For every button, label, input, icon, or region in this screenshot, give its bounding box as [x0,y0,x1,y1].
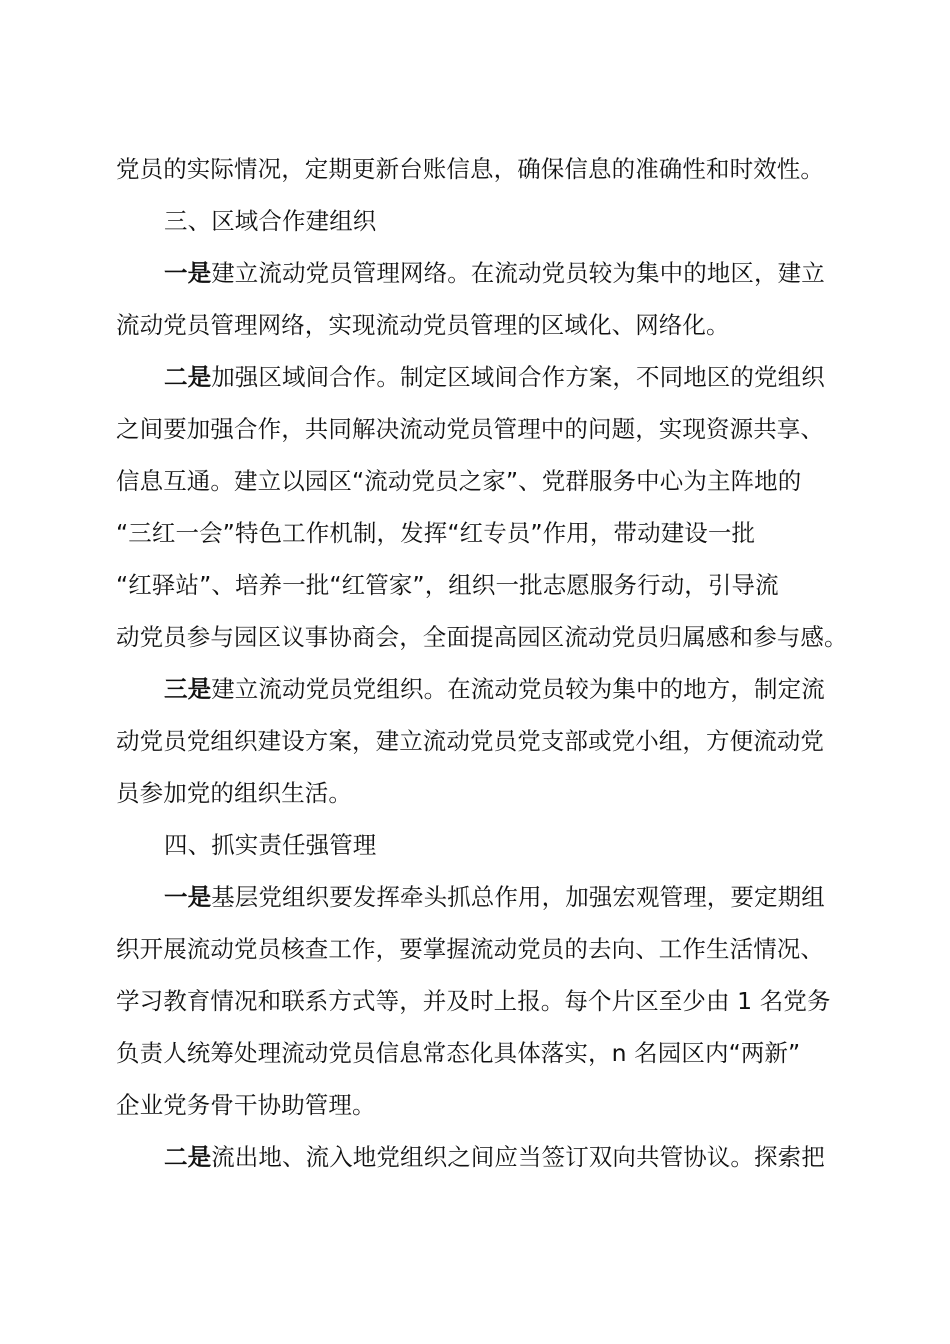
line-text: 动党员党组织建设方案，建立流动党员党支部或党小组，方便流动党 [116,727,824,755]
heading-text: 三、区域合作建组织 [164,207,377,235]
body-line [116,464,856,498]
paragraph-first-line [164,880,904,914]
lead-label: 三是 [164,675,212,703]
section-heading-3 [164,204,904,238]
line-text: 流动党员管理网络，实现流动党员管理的区域化、网络化。 [116,311,730,339]
paragraph-first-line [164,672,904,706]
line-text: 流出地、流入地党组织之间应当签订双向共管协议。探索把 [211,1143,825,1171]
lead-label: 二是 [164,1143,212,1171]
body-line [116,724,856,758]
body-line [116,1036,856,1070]
body-line [116,412,856,446]
body-line [116,308,856,342]
body-line [116,984,856,1018]
line-text: 员参加党的组织生活。 [116,779,352,807]
heading-text: 四、抓实责任强管理 [164,831,377,859]
paragraph-first-line [164,256,904,290]
line-text: 动党员参与园区议事协商会，全面提高园区流动党员归属感和参与感。 [116,623,848,651]
body-line [116,1088,856,1122]
body-line [116,152,856,186]
line-text: 建立流动党员党组织。在流动党员较为集中的地方，制定流 [211,675,825,703]
line-text: 企业党务骨干协助管理。 [116,1091,376,1119]
section-heading-4 [164,828,904,862]
line-text: “红驿站”、培养一批“红管家”，组织一批志愿服务行动，引导流 [116,571,779,599]
line-text: “三红一会”特色工作机制，发挥“红专员”作用，带动建设一批 [116,519,756,547]
paragraph-first-line [164,360,904,394]
paragraph-first-line [164,1140,904,1174]
body-line [116,516,856,550]
line-text: 之间要加强合作，共同解决流动党员管理中的问题，实现资源共享、 [116,415,824,443]
body-line [116,620,856,654]
body-line [116,932,856,966]
line-text: 学习教育情况和联系方式等，并及时上报。每个片区至少由 1 名党务 [116,987,831,1015]
line-text: 信息互通。建立以园区“流动党员之家”、党群服务中心为主阵地的 [116,467,802,495]
line-text: 织开展流动党员核查工作，要掌握流动党员的去向、工作生活情况、 [116,935,824,963]
line-text: 党员的实际情况，定期更新台账信息，确保信息的准确性和时效性。 [116,155,824,183]
lead-label: 二是 [164,363,212,391]
body-line [116,776,856,810]
line-text: 基层党组织要发挥牵头抓总作用，加强宏观管理，要定期组 [211,883,825,911]
line-text: 建立流动党员管理网络。在流动党员较为集中的地区，建立 [211,259,825,287]
lead-label: 一是 [164,883,212,911]
line-text: 负责人统筹处理流动党员信息常态化具体落实，n 名园区内“两新” [116,1039,801,1067]
lead-label: 一是 [164,259,212,287]
body-line [116,568,856,602]
line-text: 加强区域间合作。制定区域间合作方案，不同地区的党组织 [211,363,825,391]
